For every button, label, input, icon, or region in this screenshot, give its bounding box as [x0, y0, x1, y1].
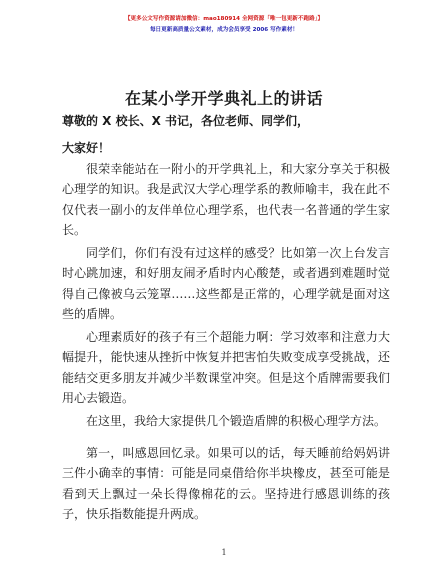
- speech-title: 在某小学开学典礼上的讲话: [124, 89, 323, 108]
- salutation: 尊敬的 X 校长、X 书记，各位老师、同学们，: [62, 114, 310, 128]
- promo-banner-line-1: 【更多公文写作资源请加微信：mao180914 全网资源「唯一包更新不跑路」】: [124, 16, 324, 22]
- paragraph-1: 很荣幸能站在一附小的开学典礼上，和大家分享关于积极心理学的知识。我是武汉大学心理学系的教师喻丰，我在此不仅代表一副小的友伴单位心理学系，也代表一名普通的学生家长。: [62, 162, 390, 238]
- page-number: 1: [221, 548, 227, 557]
- paragraph-2: 同学们，你们有没有过这样的感受？比如第一次上台发言时心跳加速，和好朋友闹矛盾时内心酸楚，或者遇到难题时觉得自己像被乌云笼罩……这些都是正常的，心理学就是面对这些的盾牌。: [62, 246, 390, 322]
- paragraph-4: 在这里，我给大家提供几个锻造盾牌的积极心理学方法。: [86, 414, 387, 428]
- paragraph-5: 第一，叫感恩回忆录。如果可以的话，每天睡前给妈妈讲三件小确幸的事情：可能是同桌借给你半块橡皮，甚至可能是看到天上飘过一朵长得像棉花的云。坚持进行感恩训练的孩子，快乐指数能提升两成。: [62, 446, 390, 522]
- greeting: 大家好！: [62, 141, 111, 155]
- promo-banner-line-2: 每日更新高质量公文素材，成为会员享受 2006 写作素材！: [149, 27, 299, 33]
- paragraph-3: 心理素质好的孩子有三个超能力啊：学习效率和注意力大幅提升，能快速从挫折中恢复并把害怕失败变成享受挑战，还能结交更多朋友并减少半数课堂冲突。但是这个盾牌需要我们用心去锻造。: [62, 330, 390, 406]
